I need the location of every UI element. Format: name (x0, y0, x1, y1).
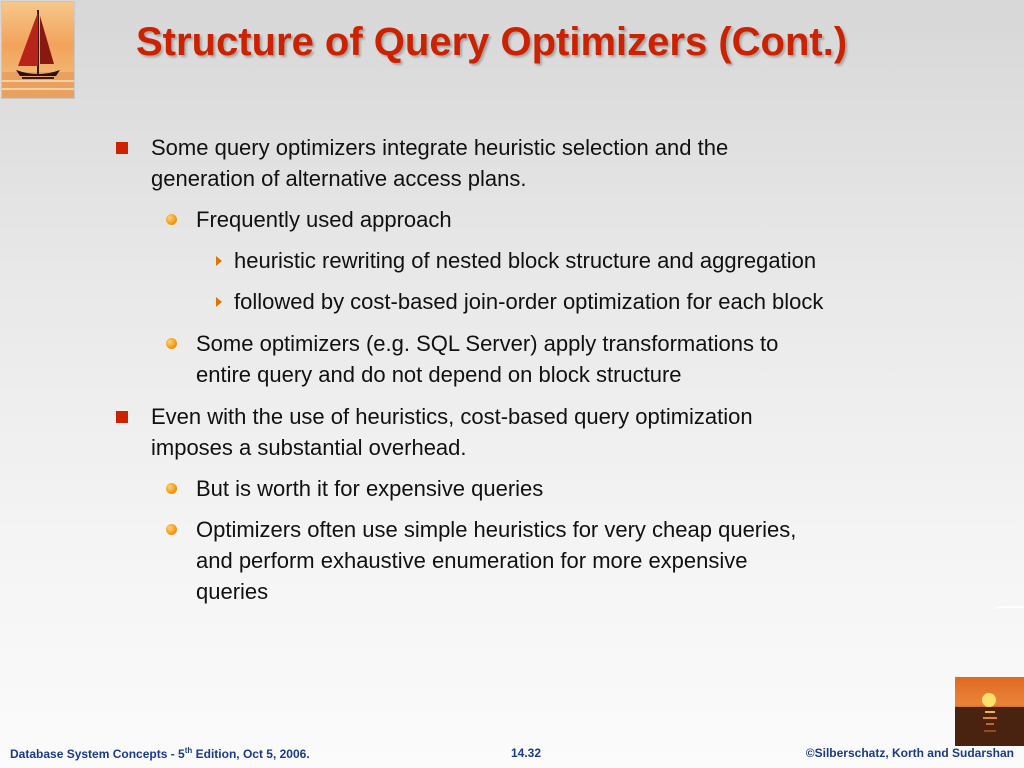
footer-book-sup: th (184, 746, 193, 755)
dot-bullet-icon (166, 214, 177, 225)
bullet-text (151, 401, 753, 463)
footer-book-prefix: Database System Concepts - 5 (10, 747, 185, 761)
sub-bullet-text (196, 514, 796, 607)
sub-bullet-text: Frequently used approach (196, 207, 452, 232)
subsub-bullet-text: heuristic rewriting of nested block structure and aggregation (234, 248, 817, 273)
sunset-icon (955, 677, 1024, 746)
footer-copyright: ©Silberschatz, Korth and Sudarshan (805, 746, 1014, 760)
square-bullet-icon (116, 142, 128, 154)
triangle-bullet-icon (216, 256, 222, 266)
sub-bullet-text: But is worth it for expensive queries (196, 476, 544, 501)
slide-title: Structure of Query Optimizers (Cont.) (136, 20, 848, 64)
triangle-bullet-icon (216, 297, 222, 307)
footer-book-info (10, 746, 310, 761)
decorative-swoosh (994, 606, 1024, 612)
dot-bullet-icon (166, 524, 177, 535)
bullet-line: imposes a substantial overhead. (151, 435, 467, 460)
footer-page-number: 14.32 (511, 746, 542, 760)
dot-bullet-icon (166, 338, 177, 349)
bullet-text (151, 132, 728, 194)
dot-bullet-icon (166, 483, 177, 494)
bullet-line: generation of alternative access plans. (151, 166, 527, 191)
footer-book-suffix: Edition, Oct 5, 2006. (192, 747, 310, 761)
bullet-line: Even with the use of heuristics, cost-based query optimization (151, 404, 753, 429)
bullet-line: Optimizers often use simple heuristics for very cheap queries, (196, 517, 797, 542)
sub-bullet-text (196, 328, 778, 390)
bullet-line: entire query and do not depend on block structure (196, 362, 682, 387)
subsub-bullet-text: followed by cost-based join-order optimization for each block (234, 289, 824, 314)
bullet-line: Some query optimizers integrate heuristic selection and the (151, 135, 729, 160)
bullet-line: queries (196, 579, 269, 604)
bullet-line: Some optimizers (e.g. SQL Server) apply transformations to (196, 331, 779, 356)
bullet-line: and perform exhaustive enumeration for more expensive (196, 548, 748, 573)
square-bullet-icon (116, 411, 128, 423)
